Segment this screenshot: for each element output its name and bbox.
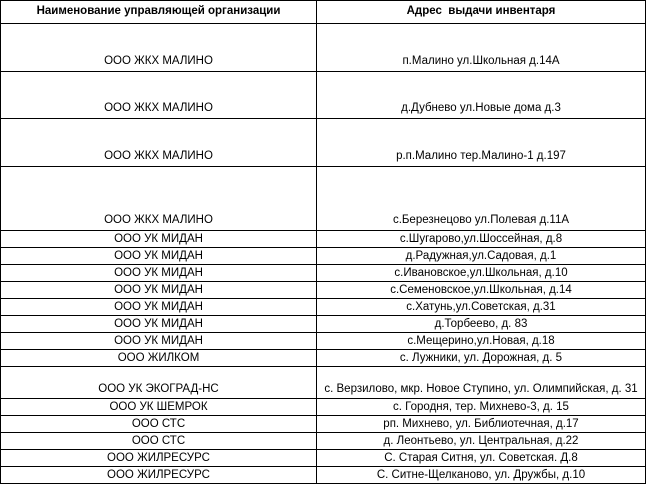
table-row bbox=[1, 350, 646, 367]
table-header bbox=[1, 1, 646, 24]
cell-organization: ООО УК МИДАН bbox=[1, 299, 317, 316]
cell-organization: ООО ЖИЛРЕСУРС bbox=[1, 450, 317, 467]
cell-organization: ООО УК МИДАН bbox=[1, 231, 317, 248]
cell-organization: ООО УК ШЕМРОК bbox=[1, 399, 317, 416]
cell-organization: ООО УК МИДАН bbox=[1, 282, 317, 299]
cell-organization: ООО УК ЭКОГРАД-НС bbox=[1, 367, 317, 399]
table-row bbox=[1, 248, 646, 265]
cell-address: д.Радужная,ул.Садовая, д.1 bbox=[317, 248, 646, 265]
cell-address: д.Дубнево ул.Новые дома д.3 bbox=[317, 72, 646, 119]
cell-address: с.Ивановское,ул.Школьная, д.10 bbox=[317, 265, 646, 282]
cell-organization: ООО ЖИЛРЕСУРС bbox=[1, 467, 317, 484]
table-row bbox=[1, 433, 646, 450]
cell-organization: ООО ЖКХ МАЛИНО bbox=[1, 72, 317, 119]
cell-organization: ООО ЖКХ МАЛИНО bbox=[1, 119, 317, 167]
table-row bbox=[1, 333, 646, 350]
table-row bbox=[1, 316, 646, 333]
cell-organization: ООО ЖКХ МАЛИНО bbox=[1, 24, 317, 72]
cell-address: с.Семеновское,ул.Школьная, д.14 bbox=[317, 282, 646, 299]
table-row bbox=[1, 265, 646, 282]
cell-address: С. Ситне-Щелканово, ул. Дружбы, д.10 bbox=[317, 467, 646, 484]
cell-organization: ООО СТС bbox=[1, 416, 317, 433]
table-row bbox=[1, 72, 646, 119]
table-row bbox=[1, 231, 646, 248]
cell-address: С. Старая Ситня, ул. Советская. Д.8 bbox=[317, 450, 646, 467]
table-body bbox=[1, 24, 646, 484]
cell-organization: ООО УК МИДАН bbox=[1, 248, 317, 265]
cell-address: с. Верзилово, мкр. Новое Ступино, ул. Олимпийская, д. 31 bbox=[317, 367, 646, 399]
table-row bbox=[1, 282, 646, 299]
cell-organization: ООО УК МИДАН bbox=[1, 316, 317, 333]
table-row bbox=[1, 367, 646, 399]
table-row bbox=[1, 24, 646, 72]
table-row bbox=[1, 299, 646, 316]
cell-address: с.Березнецово ул.Полевая д.11А bbox=[317, 167, 646, 231]
table-row bbox=[1, 399, 646, 416]
cell-address: с.Шугарово,ул.Шоссейная, д.8 bbox=[317, 231, 646, 248]
column-header-organization: Наименование управляющей организации bbox=[1, 1, 317, 24]
table-row bbox=[1, 450, 646, 467]
cell-address: д.Торбеево, д. 83 bbox=[317, 316, 646, 333]
cell-address: с. Лужники, ул. Дорожная, д. 5 bbox=[317, 350, 646, 367]
cell-address: р.п.Малино тер.Малино-1 д.197 bbox=[317, 119, 646, 167]
table-header-row bbox=[1, 1, 646, 24]
cell-address: с.Мещерино,ул.Новая, д.18 bbox=[317, 333, 646, 350]
table-row bbox=[1, 416, 646, 433]
cell-organization: ООО УК МИДАН bbox=[1, 333, 317, 350]
cell-organization: ООО УК МИДАН bbox=[1, 265, 317, 282]
cell-address: д. Леонтьево, ул. Центральная, д.22 bbox=[317, 433, 646, 450]
cell-organization: ООО ЖИЛКОМ bbox=[1, 350, 317, 367]
cell-address: с. Городня, тер. Михнево-3, д. 15 bbox=[317, 399, 646, 416]
cell-organization: ООО СТС bbox=[1, 433, 317, 450]
cell-address: с.Хатунь,ул.Советская, д.31 bbox=[317, 299, 646, 316]
cell-address: п.Малино ул.Школьная д.14А bbox=[317, 24, 646, 72]
table-row bbox=[1, 119, 646, 167]
column-header-address: Адрес выдачи инвентаря bbox=[317, 1, 646, 24]
table-row bbox=[1, 467, 646, 484]
cell-organization: ООО ЖКХ МАЛИНО bbox=[1, 167, 317, 231]
table-row bbox=[1, 167, 646, 231]
cell-address: рп. Михнево, ул. Библиотечная, д.17 bbox=[317, 416, 646, 433]
